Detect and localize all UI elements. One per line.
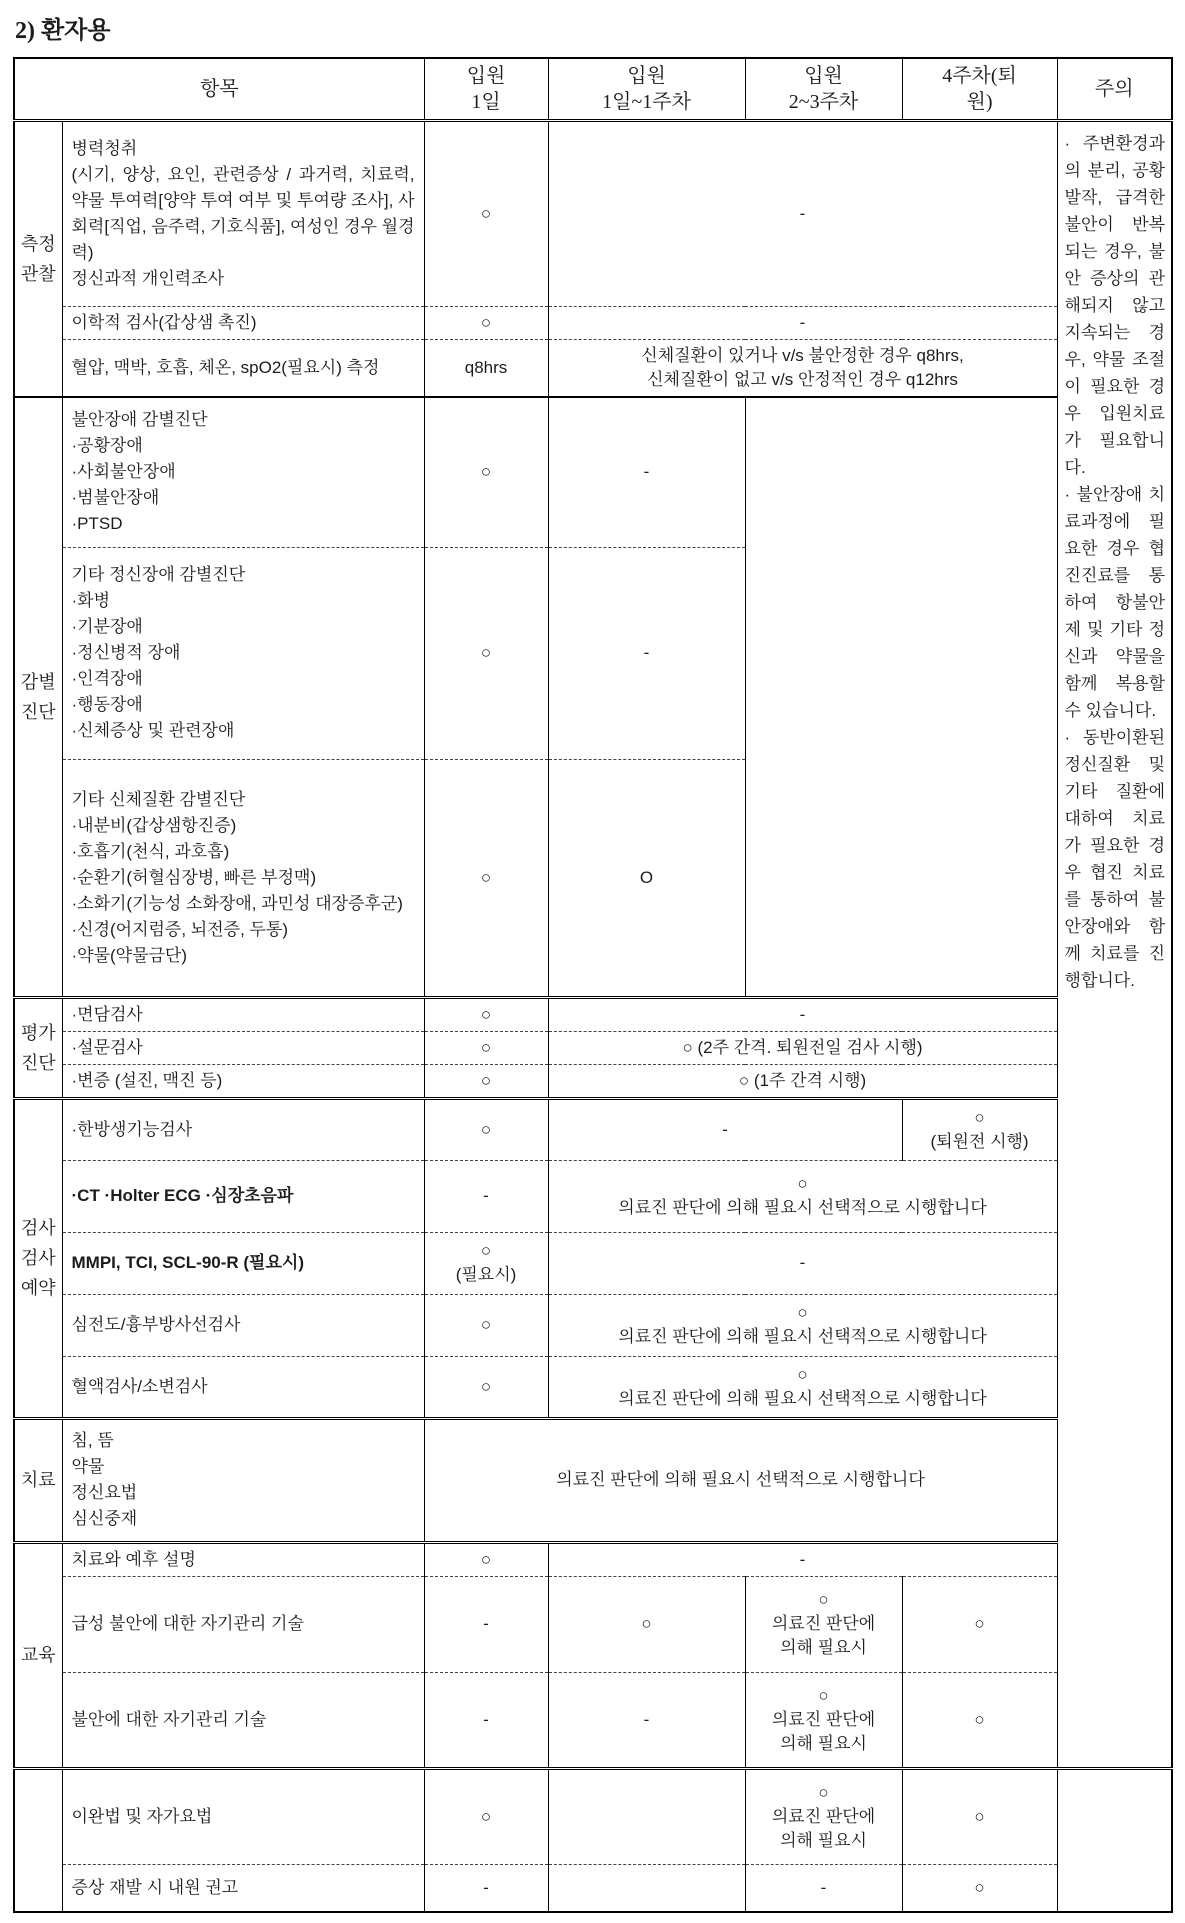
item-cell-s4r1: ·한방생기능검사 [62,1098,424,1160]
item-cell-s4r5: 혈액검사/소변검사 [62,1356,424,1418]
mark-s4r1-day1: ○ [424,1098,548,1160]
item-cell-s6r3: 불안에 대한 자기관리 기술 [62,1672,424,1768]
item-cell-s7r1: 이완법 및 자가요법 [62,1768,424,1864]
table-row [14,306,1172,339]
mark-s6r3-week23: ○ 의료진 판단에 의해 필요시 [745,1672,902,1768]
item-cell-s2r1: 불안장애 감별진단 ·공황장애 ·사회불안장애 ·범불안장애 ·PTSD [62,397,424,547]
mark-s2r2-week1: - [548,547,745,759]
mark-s1r2-day1: ○ [424,306,548,339]
group-cell-s7-empty [14,1768,62,1912]
group-cell-s3: 평가 진단 [14,997,62,1098]
item-cell-s2r3: 기타 신체질환 감별진단 ·내분비(갑상샘항진증) ·호흡기(천식, 과호흡) ·순환기(허혈심장병, 빠른 부정맥) ·소화기(기능성 소화장애, 과민성 대장증후군) ·신경(어지럼증, 뇌전증, 두통) ·약물(약물금단) [62,759,424,997]
item-cell-s3r3: ·변증 (설진, 맥진 등) [62,1064,424,1098]
clinical-pathway-table [13,57,1173,1913]
mark-s2r1-day1: ○ [424,397,548,547]
table-row [14,1356,1172,1418]
mark-s7r1-week4: ○ [902,1768,1057,1864]
mark-s1r2-span: - [548,306,1057,339]
mark-s4r5-day1: ○ [424,1356,548,1418]
item-cell-s5r1: 침, 뜸 약물 정신요법 심신중재 [62,1418,424,1542]
header-week4: 4주차(퇴 원) [902,58,1057,120]
mark-s3r2-day1: ○ [424,1031,548,1064]
mark-s7r2-week4: ○ [902,1864,1057,1912]
mark-s3r2-span: ○ (2주 간격. 퇴원전일 검사 시행) [548,1031,1057,1064]
mark-s2r3-day1: ○ [424,759,548,997]
mark-s4r4-span: ○ 의료진 판단에 의해 필요시 선택적으로 시행합니다 [548,1294,1057,1356]
mark-s4r2-span: ○ 의료진 판단에 의해 필요시 선택적으로 시행합니다 [548,1160,1057,1232]
mark-s2r2-day1: ○ [424,547,548,759]
header-week23: 입원 2~3주차 [745,58,902,120]
mark-s3r3-span: ○ (1주 간격 시행) [548,1064,1057,1098]
mark-s6r1-day1: ○ [424,1542,548,1576]
mark-s4r1-span: - [548,1098,902,1160]
caution-note: · 주변환경과의 분리, 공황발작, 급격한 불안이 반복되는 경우, 불안 증상의 관해되지 않고 지속되는 경우, 약물 조절이 필요한 경우 입원치료가 필요합니다. · 불안장애 치료과정에 필요한 경우 협진진료를 통하여 항불안제 및 기타 정신과 약물을 함께 복용할 수 있습니다. · 동반이환된 정신질환 및 기타 질환에 대하여 치료가 필요한 경우 협진 치료를 통하여 불안장애와 함께 치료를 진행합니다. [1057,120,1172,1768]
item-cell-s6r2: 급성 불안에 대한 자기관리 기술 [62,1576,424,1672]
header-item: 항목 [14,58,424,120]
item-cell-s6r1: 치료와 예후 설명 [62,1542,424,1576]
table-row [14,1672,1172,1768]
group-cell-s2: 감별 진단 [14,397,62,997]
mark-s1r1-day1: ○ [424,120,548,306]
mark-s6r2-week23: ○ 의료진 판단에 의해 필요시 [745,1576,902,1672]
table-row [14,1160,1172,1232]
table-row [14,339,1172,397]
mark-s6r3-week4: ○ [902,1672,1057,1768]
mark-s7r1-week1 [548,1768,745,1864]
mark-s2r3-week1: O [548,759,745,997]
group-cell-s5: 치료 [14,1418,62,1542]
item-cell-s2r2: 기타 정신장애 감별진단 ·화병 ·기분장애 ·정신병적 장애 ·인격장애 ·행동장애 ·신체증상 및 관련장애 [62,547,424,759]
header-day1: 입원 1일 [424,58,548,120]
table-row [14,1542,1172,1576]
mark-s3r1-day1: ○ [424,997,548,1031]
header-caution: 주의 [1057,58,1172,120]
item-cell-s7r2: 증상 재발 시 내원 권고 [62,1864,424,1912]
mark-s6r1-span: - [548,1542,1057,1576]
mark-s3r1-span: - [548,997,1057,1031]
mark-s4r4-day1: ○ [424,1294,548,1356]
group-cell-s4: 검사 검사 예약 [14,1098,62,1418]
item-cell-s3r1: ·면담검사 [62,997,424,1031]
mark-s2-rest-empty [745,397,1057,997]
mark-s7r1-day1: ○ [424,1768,548,1864]
mark-s6r2-week1: ○ [548,1576,745,1672]
mark-s5r1-span: 의료진 판단에 의해 필요시 선택적으로 시행합니다 [424,1418,1057,1542]
mark-s7r2-week23: - [745,1864,902,1912]
mark-s6r3-day1: - [424,1672,548,1768]
page-title: 2) 환자용 [15,18,111,44]
header-row [14,58,1172,120]
mark-s7r2-day1: - [424,1864,548,1912]
header-week1: 입원 1일~1주차 [548,58,745,120]
item-cell-s1r2: 이학적 검사(갑상샘 촉진) [62,306,424,339]
mark-s2r1-week1: - [548,397,745,547]
table-row [14,1864,1172,1912]
mark-s4r1-week4: ○ (퇴원전 시행) [902,1098,1057,1160]
group-cell-s1: 측정 관찰 [14,120,62,397]
table-row [14,997,1172,1031]
mark-s4r3-span: - [548,1232,1057,1294]
table-row [14,120,1172,306]
mark-s6r2-day1: - [424,1576,548,1672]
mark-s4r2-day1: - [424,1160,548,1232]
table-row [14,1232,1172,1294]
mark-s4r5-span: ○ 의료진 판단에 의해 필요시 선택적으로 시행합니다 [548,1356,1057,1418]
caution-empty-cell [1057,1768,1172,1912]
item-cell-s1r3: 혈압, 맥박, 호흡, 체온, spO2(필요시) 측정 [62,339,424,397]
item-cell-s3r2: ·설문검사 [62,1031,424,1064]
mark-s3r3-day1: ○ [424,1064,548,1098]
table-row [14,1064,1172,1098]
table-row [14,1294,1172,1356]
table-row [14,1098,1172,1160]
item-cell-s4r4: 심전도/흉부방사선검사 [62,1294,424,1356]
mark-s7r2-week1 [548,1864,745,1912]
mark-s7r1-week23: ○ 의료진 판단에 의해 필요시 [745,1768,902,1864]
mark-s1r3-span: 신체질환이 있거나 v/s 불안정한 경우 q8hrs, 신체질환이 없고 v/s 안정적인 경우 q12hrs [548,339,1057,397]
table-row [14,1031,1172,1064]
table-row [14,397,1172,547]
item-cell-s1r1: 병력청취 (시기, 양상, 요인, 관련증상 / 과거력, 치료력, 약물 투여력[양약 투여 여부 및 투여량 조사], 사회력[직업, 음주력, 기호식품], 여성인 경우 월경력) 정신과적 개인력조사 [62,120,424,306]
item-cell-s4r2: ·CT ·Holter ECG ·심장초음파 [62,1160,424,1232]
mark-s6r2-week4: ○ [902,1576,1057,1672]
mark-s1r3-day1: q8hrs [424,339,548,397]
table-row [14,1768,1172,1864]
item-cell-s4r3: MMPI, TCI, SCL-90-R (필요시) [62,1232,424,1294]
mark-s6r3-week1: - [548,1672,745,1768]
mark-s1r1-span: - [548,120,1057,306]
table-row [14,1418,1172,1542]
group-cell-s6: 교육 [14,1542,62,1768]
table-row [14,1576,1172,1672]
mark-s4r3-day1: ○ (필요시) [424,1232,548,1294]
